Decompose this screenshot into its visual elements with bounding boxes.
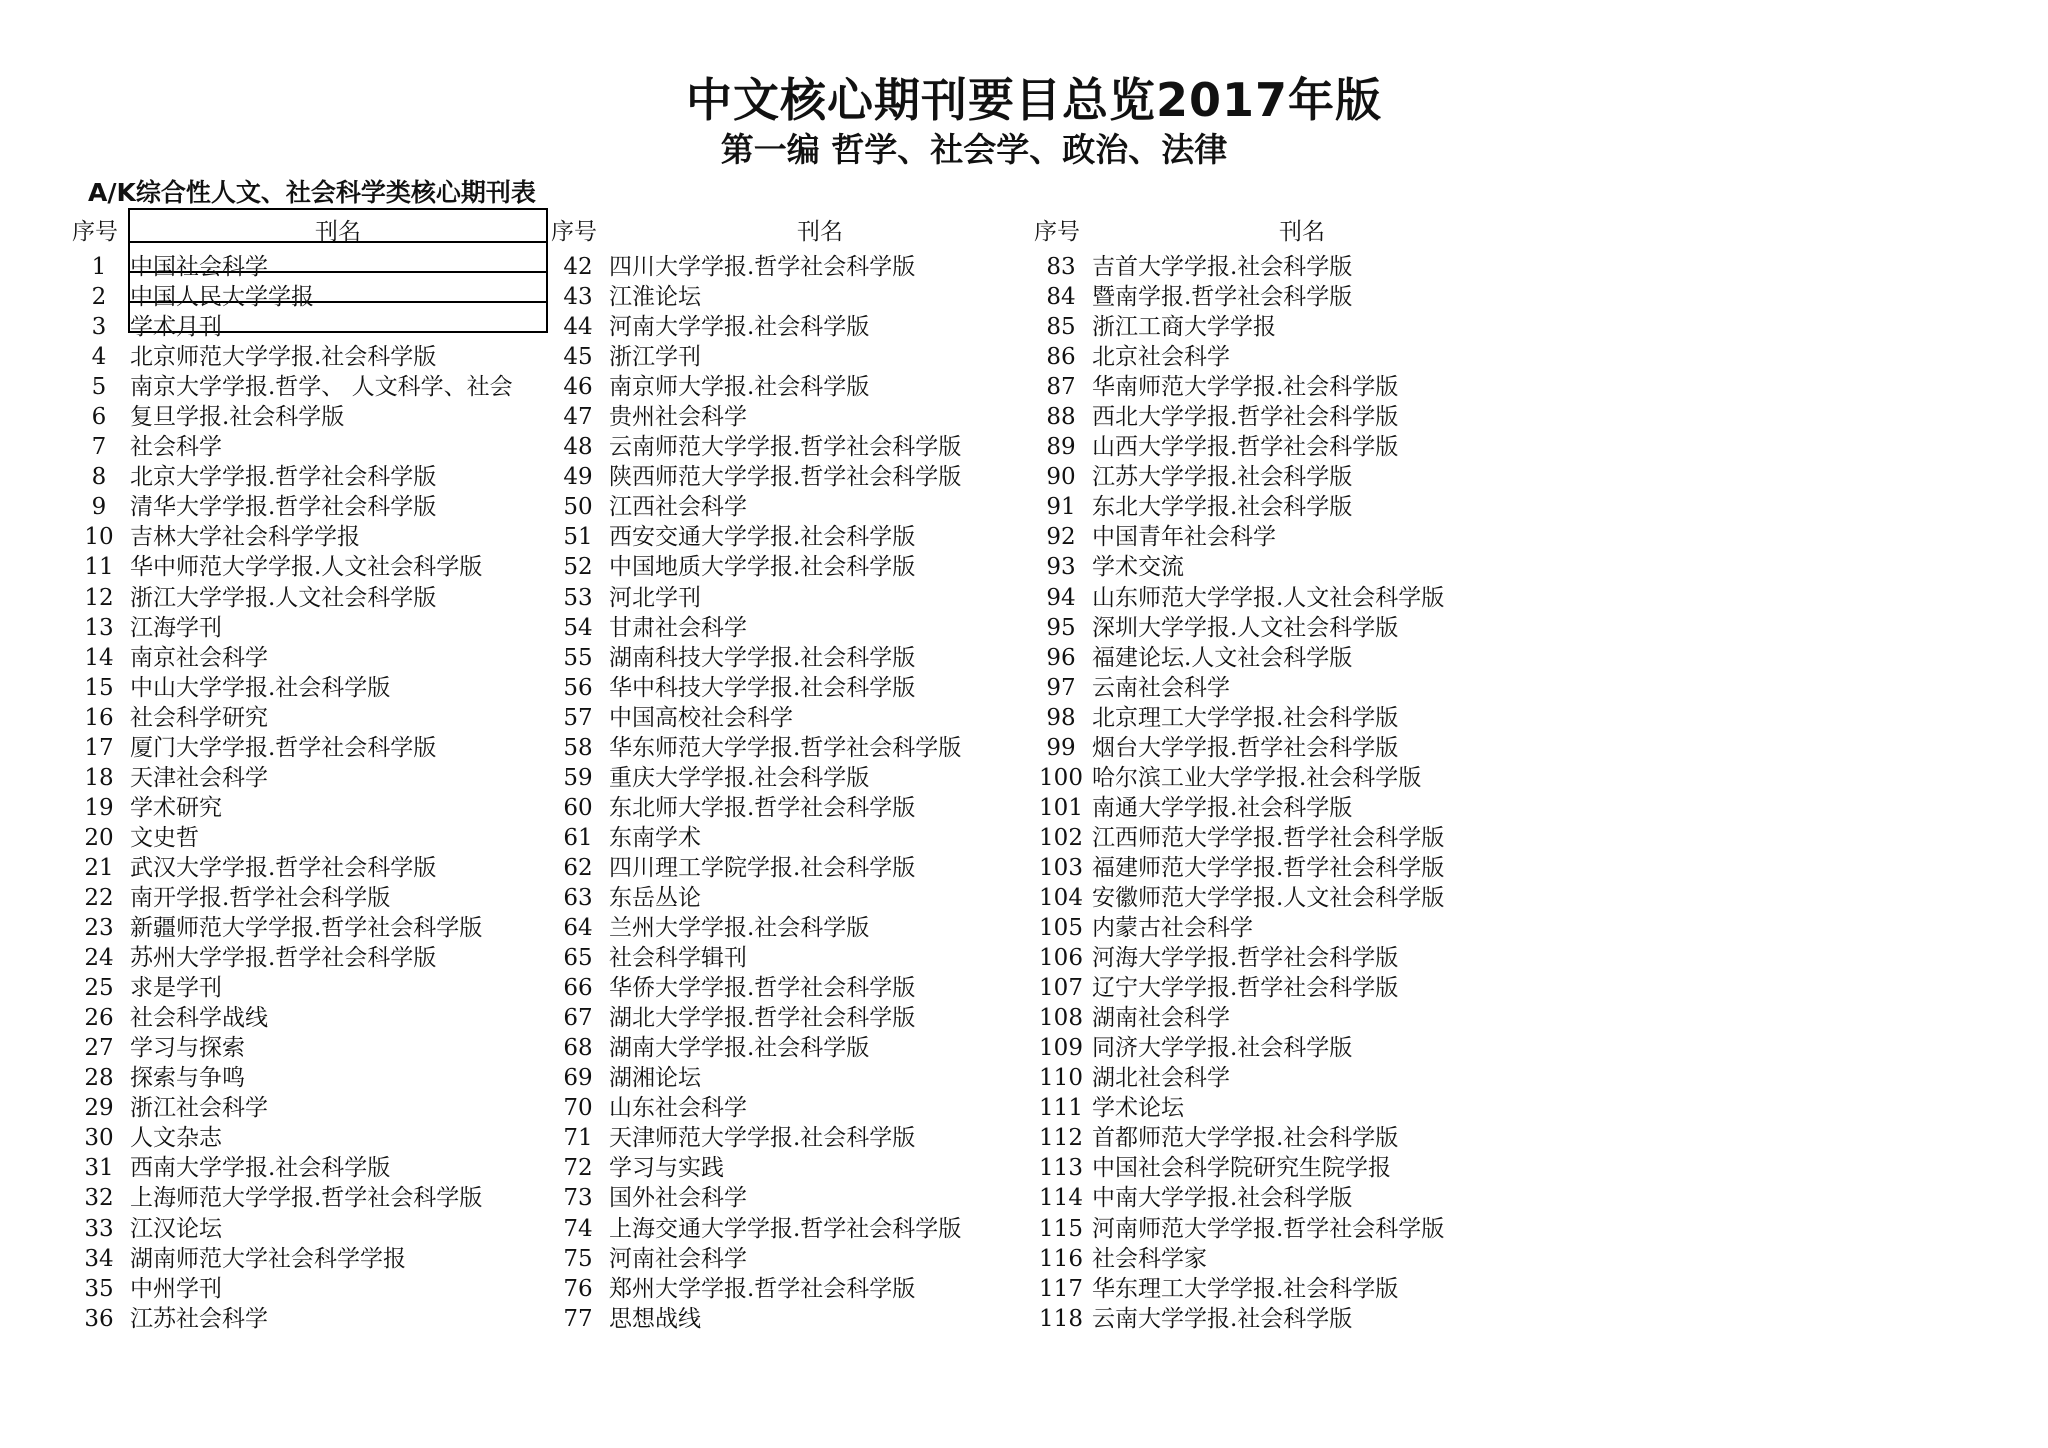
journal-name: 湖北社会科学 — [1092, 1065, 1230, 1092]
row-number: 44 — [563, 314, 593, 341]
row-number: 95 — [1046, 614, 1076, 641]
journal-name: 陕西师范大学学报.哲学社会科学版 — [609, 464, 962, 491]
row-number: 62 — [563, 854, 593, 881]
header-no-col1: 序号 — [72, 219, 118, 245]
header-no-col3: 序号 — [1034, 219, 1080, 245]
row-number: 46 — [563, 374, 593, 401]
row-number: 115 — [1039, 1215, 1083, 1242]
journal-name: 苏州大学学报.哲学社会科学版 — [130, 945, 437, 972]
journal-name: 贵州社会科学 — [609, 404, 747, 431]
row-number: 43 — [563, 284, 593, 311]
journal-name: 文史哲 — [130, 824, 199, 851]
journal-name: 学术论坛 — [1092, 1095, 1184, 1122]
row-number: 104 — [1039, 884, 1083, 911]
header-name-col1: 刊名 — [315, 219, 361, 245]
journal-name: 中国高校社会科学 — [609, 704, 793, 731]
journal-name: 华中师范大学学报.人文社会科学版 — [130, 554, 483, 581]
row-number: 58 — [563, 734, 593, 761]
journal-name: 河海大学学报.哲学社会科学版 — [1092, 945, 1399, 972]
journal-name: 山东师范大学学报.人文社会科学版 — [1092, 584, 1445, 611]
journal-name: 河南大学学报.社会科学版 — [609, 314, 870, 341]
journal-name: 江海学刊 — [130, 614, 222, 641]
journal-name: 思想战线 — [609, 1305, 701, 1332]
row-number: 73 — [563, 1185, 593, 1212]
journal-name: 山西大学学报.哲学社会科学版 — [1092, 434, 1399, 461]
row-number: 15 — [84, 674, 114, 701]
journal-name: 西安交通大学学报.社会科学版 — [609, 524, 916, 551]
row-number: 54 — [563, 614, 593, 641]
journal-name: 同济大学学报.社会科学版 — [1092, 1035, 1353, 1062]
row-number: 113 — [1039, 1155, 1083, 1182]
journal-name: 浙江工商大学学报 — [1092, 314, 1276, 341]
row-number: 85 — [1046, 314, 1076, 341]
journal-name: 云南师范大学学报.哲学社会科学版 — [609, 434, 962, 461]
row-number: 100 — [1039, 764, 1083, 791]
row-number: 93 — [1046, 554, 1076, 581]
journal-name: 吉林大学社会科学学报 — [130, 524, 360, 551]
journal-name: 东岳丛论 — [609, 884, 701, 911]
row-number: 87 — [1046, 374, 1076, 401]
row-number: 20 — [84, 824, 114, 851]
row-number: 29 — [84, 1095, 114, 1122]
row-number: 67 — [563, 1005, 593, 1032]
journal-name: 武汉大学学报.哲学社会科学版 — [130, 854, 437, 881]
row-number: 51 — [563, 524, 593, 551]
journal-name: 西南大学学报.社会科学版 — [130, 1155, 391, 1182]
journal-name: 学习与实践 — [609, 1155, 724, 1182]
journal-name: 兰州大学学报.社会科学版 — [609, 915, 870, 942]
row-number: 12 — [84, 584, 114, 611]
row-number: 101 — [1039, 794, 1083, 821]
page-title: 中文核心期刊要目总览2017年版 — [685, 73, 1383, 127]
row-number: 55 — [563, 644, 593, 671]
row-number: 53 — [563, 584, 593, 611]
header-no-col2: 序号 — [551, 219, 597, 245]
journal-name: 重庆大学学报.社会科学版 — [609, 764, 870, 791]
journal-name: 华南师范大学学报.社会科学版 — [1092, 374, 1399, 401]
row-number: 48 — [563, 434, 593, 461]
row-number: 8 — [91, 464, 107, 491]
row-number: 4 — [91, 344, 107, 371]
row-number: 13 — [84, 614, 114, 641]
journal-name: 华中科技大学学报.社会科学版 — [609, 674, 916, 701]
journal-name: 江西社会科学 — [609, 494, 747, 521]
row-number: 106 — [1039, 945, 1083, 972]
row-number: 5 — [91, 374, 107, 401]
journal-name: 辽宁大学学报.哲学社会科学版 — [1092, 975, 1399, 1002]
journal-name: 湖南社会科学 — [1092, 1005, 1230, 1032]
row-number: 64 — [563, 915, 593, 942]
page-subtitle: 第一编 哲学、社会学、政治、法律 — [720, 130, 1228, 169]
row-number: 107 — [1039, 975, 1083, 1002]
journal-name: 华东理工大学学报.社会科学版 — [1092, 1275, 1399, 1302]
row-number: 30 — [84, 1125, 114, 1152]
journal-name: 东北师大学报.哲学社会科学版 — [609, 794, 916, 821]
journal-name: 中州学刊 — [130, 1275, 222, 1302]
row-number: 84 — [1046, 284, 1076, 311]
row-number: 7 — [91, 434, 107, 461]
journal-name: 新疆师范大学学报.哲学社会科学版 — [130, 915, 483, 942]
journal-name: 国外社会科学 — [609, 1185, 747, 1212]
row-number: 59 — [563, 764, 593, 791]
journal-name: 湖南大学学报.社会科学版 — [609, 1035, 870, 1062]
header-name-col2: 刊名 — [797, 219, 843, 245]
row-number: 97 — [1046, 674, 1076, 701]
row-number: 19 — [84, 794, 114, 821]
row-number: 10 — [84, 524, 114, 551]
journal-name: 暨南学报.哲学社会科学版 — [1092, 284, 1353, 311]
row-number: 112 — [1039, 1125, 1083, 1152]
journal-name: 南京大学学报.哲学、 人文科学、社会 — [130, 374, 513, 401]
row-number: 33 — [84, 1215, 114, 1242]
row-number: 6 — [91, 404, 107, 431]
journal-name: 中山大学学报.社会科学版 — [130, 674, 391, 701]
journal-name: 学术研究 — [130, 794, 222, 821]
row-number: 91 — [1046, 494, 1076, 521]
journal-name: 社会科学家 — [1092, 1245, 1207, 1272]
row-number: 76 — [563, 1275, 593, 1302]
journal-name: 湖湘论坛 — [609, 1065, 701, 1092]
row-number: 50 — [563, 494, 593, 521]
journal-name: 江汉论坛 — [130, 1215, 222, 1242]
row-number: 28 — [84, 1065, 114, 1092]
row-number: 45 — [563, 344, 593, 371]
journal-name: 南开学报.哲学社会科学版 — [130, 884, 391, 911]
journal-name: 云南大学学报.社会科学版 — [1092, 1305, 1353, 1332]
row-number: 27 — [84, 1035, 114, 1062]
journal-name: 中国人民大学学报 — [130, 284, 314, 311]
row-number: 72 — [563, 1155, 593, 1182]
journal-name: 四川理工学院学报.社会科学版 — [609, 854, 916, 881]
journal-name: 上海师范大学学报.哲学社会科学版 — [130, 1185, 483, 1212]
row-number: 49 — [563, 464, 593, 491]
journal-name: 深圳大学学报.人文社会科学版 — [1092, 614, 1399, 641]
row-number: 99 — [1046, 734, 1076, 761]
journal-name: 上海交通大学学报.哲学社会科学版 — [609, 1215, 962, 1242]
journal-name: 天津社会科学 — [130, 764, 268, 791]
row-number: 69 — [563, 1065, 593, 1092]
journal-name: 首都师范大学学报.社会科学版 — [1092, 1125, 1399, 1152]
row-number: 18 — [84, 764, 114, 791]
row-number: 2 — [91, 284, 107, 311]
row-number: 116 — [1039, 1245, 1083, 1272]
row-number: 3 — [91, 314, 107, 341]
journal-name: 社会科学研究 — [130, 704, 268, 731]
row-number: 32 — [84, 1185, 114, 1212]
row-number: 65 — [563, 945, 593, 972]
row-number: 63 — [563, 884, 593, 911]
journal-name: 河南师范大学学报.哲学社会科学版 — [1092, 1215, 1445, 1242]
row-number: 90 — [1046, 464, 1076, 491]
journal-name: 复旦学报.社会科学版 — [130, 404, 345, 431]
row-number: 75 — [563, 1245, 593, 1272]
row-number: 47 — [563, 404, 593, 431]
journal-name: 浙江学刊 — [609, 344, 701, 371]
journal-name: 社会科学战线 — [130, 1005, 268, 1032]
row-number: 42 — [563, 254, 593, 280]
row-number: 56 — [563, 674, 593, 701]
journal-name: 南京社会科学 — [130, 644, 268, 671]
row-number: 35 — [84, 1275, 114, 1302]
journal-name: 探索与争鸣 — [130, 1065, 245, 1092]
row-number: 11 — [84, 554, 114, 581]
journal-name: 吉首大学学报.社会科学版 — [1092, 254, 1353, 280]
journal-name: 天津师范大学学报.社会科学版 — [609, 1125, 916, 1152]
row-number: 66 — [563, 975, 593, 1002]
journal-name: 哈尔滨工业大学学报.社会科学版 — [1092, 764, 1422, 791]
journal-name: 中南大学学报.社会科学版 — [1092, 1185, 1353, 1212]
journal-name: 四川大学学报.哲学社会科学版 — [609, 254, 916, 280]
row-number: 118 — [1039, 1305, 1083, 1332]
journal-name: 安徽师范大学学报.人文社会科学版 — [1092, 884, 1445, 911]
row-number: 17 — [84, 734, 114, 761]
header-name-col3: 刊名 — [1279, 219, 1325, 245]
journal-name: 浙江社会科学 — [130, 1095, 268, 1122]
row-number: 21 — [84, 854, 114, 881]
row-number: 60 — [563, 794, 593, 821]
journal-name: 江苏大学学报.社会科学版 — [1092, 464, 1353, 491]
journal-name: 清华大学学报.哲学社会科学版 — [130, 494, 437, 521]
journal-name: 江西师范大学学报.哲学社会科学版 — [1092, 824, 1445, 851]
row-number: 52 — [563, 554, 593, 581]
journal-name: 河南社会科学 — [609, 1245, 747, 1272]
row-number: 25 — [84, 975, 114, 1002]
row-number: 71 — [563, 1125, 593, 1152]
journal-name: 东南学术 — [609, 824, 701, 851]
journal-name: 江苏社会科学 — [130, 1305, 268, 1332]
journal-name: 中国地质大学学报.社会科学版 — [609, 554, 916, 581]
journal-name: 郑州大学学报.哲学社会科学版 — [609, 1275, 916, 1302]
row-number: 98 — [1046, 704, 1076, 731]
journal-name: 北京大学学报.哲学社会科学版 — [130, 464, 437, 491]
row-number: 103 — [1039, 854, 1083, 881]
journal-name: 甘肃社会科学 — [609, 614, 747, 641]
row-number: 111 — [1039, 1095, 1083, 1122]
journal-name: 南京师大学报.社会科学版 — [609, 374, 870, 401]
row-number: 86 — [1046, 344, 1076, 371]
journal-name: 中国青年社会科学 — [1092, 524, 1276, 551]
journal-name: 北京理工大学学报.社会科学版 — [1092, 704, 1399, 731]
row-number: 102 — [1039, 824, 1083, 851]
row-number: 26 — [84, 1005, 114, 1032]
row-number: 92 — [1046, 524, 1076, 551]
row-number: 14 — [84, 644, 114, 671]
row-number: 94 — [1046, 584, 1076, 611]
row-number: 1 — [91, 254, 107, 280]
row-number: 36 — [84, 1305, 114, 1332]
row-number: 110 — [1039, 1065, 1083, 1092]
journal-name: 湖南师范大学社会科学学报 — [130, 1245, 406, 1272]
journal-name: 烟台大学学报.哲学社会科学版 — [1092, 734, 1399, 761]
row-number: 34 — [84, 1245, 114, 1272]
section-heading: A/K综合性人文、社会科学类核心期刊表 — [88, 178, 536, 207]
row-number: 31 — [84, 1155, 114, 1182]
row-number: 109 — [1039, 1035, 1083, 1062]
row-number: 96 — [1046, 644, 1076, 671]
row-number: 89 — [1046, 434, 1076, 461]
journal-name: 求是学刊 — [130, 975, 222, 1002]
journal-name: 湖南科技大学学报.社会科学版 — [609, 644, 916, 671]
journal-name: 福建师范大学学报.哲学社会科学版 — [1092, 854, 1445, 881]
row-number: 88 — [1046, 404, 1076, 431]
row-number: 23 — [84, 915, 114, 942]
row-number: 74 — [563, 1215, 593, 1242]
row-number: 83 — [1046, 254, 1076, 280]
journal-name: 内蒙古社会科学 — [1092, 915, 1253, 942]
journal-name: 山东社会科学 — [609, 1095, 747, 1122]
journal-name: 浙江大学学报.人文社会科学版 — [130, 584, 437, 611]
journal-name: 西北大学学报.哲学社会科学版 — [1092, 404, 1399, 431]
journal-name: 学习与探索 — [130, 1035, 245, 1062]
row-number: 77 — [563, 1305, 593, 1332]
journal-name: 南通大学学报.社会科学版 — [1092, 794, 1353, 821]
journal-name: 湖北大学学报.哲学社会科学版 — [609, 1005, 916, 1032]
row-number: 22 — [84, 884, 114, 911]
row-number: 68 — [563, 1035, 593, 1062]
journal-name: 社会科学辑刊 — [609, 945, 747, 972]
journal-name: 华东师范大学学报.哲学社会科学版 — [609, 734, 962, 761]
row-number: 16 — [84, 704, 114, 731]
journal-name: 江淮论坛 — [609, 284, 701, 311]
journal-name: 学术交流 — [1092, 554, 1184, 581]
row-number: 24 — [84, 945, 114, 972]
journal-name: 华侨大学学报.哲学社会科学版 — [609, 975, 916, 1002]
row-number: 105 — [1039, 915, 1083, 942]
row-number: 61 — [563, 824, 593, 851]
journal-name: 北京师范大学学报.社会科学版 — [130, 344, 437, 371]
journal-name: 福建论坛.人文社会科学版 — [1092, 644, 1353, 671]
journal-name: 东北大学学报.社会科学版 — [1092, 494, 1353, 521]
journal-name: 厦门大学学报.哲学社会科学版 — [130, 734, 437, 761]
journal-name: 人文杂志 — [130, 1125, 222, 1152]
journal-name: 河北学刊 — [609, 584, 701, 611]
row-number: 9 — [91, 494, 107, 521]
row-number: 70 — [563, 1095, 593, 1122]
journal-name: 云南社会科学 — [1092, 674, 1230, 701]
row-number: 57 — [563, 704, 593, 731]
journal-name: 社会科学 — [130, 434, 222, 461]
row-number: 108 — [1039, 1005, 1083, 1032]
row-number: 114 — [1039, 1185, 1083, 1212]
journal-name: 北京社会科学 — [1092, 344, 1230, 371]
journal-name: 学术月刊 — [130, 314, 222, 341]
journal-name: 中国社会科学院研究生院学报 — [1092, 1155, 1391, 1182]
row-number: 117 — [1039, 1275, 1083, 1302]
journal-name: 中国社会科学 — [130, 254, 268, 280]
